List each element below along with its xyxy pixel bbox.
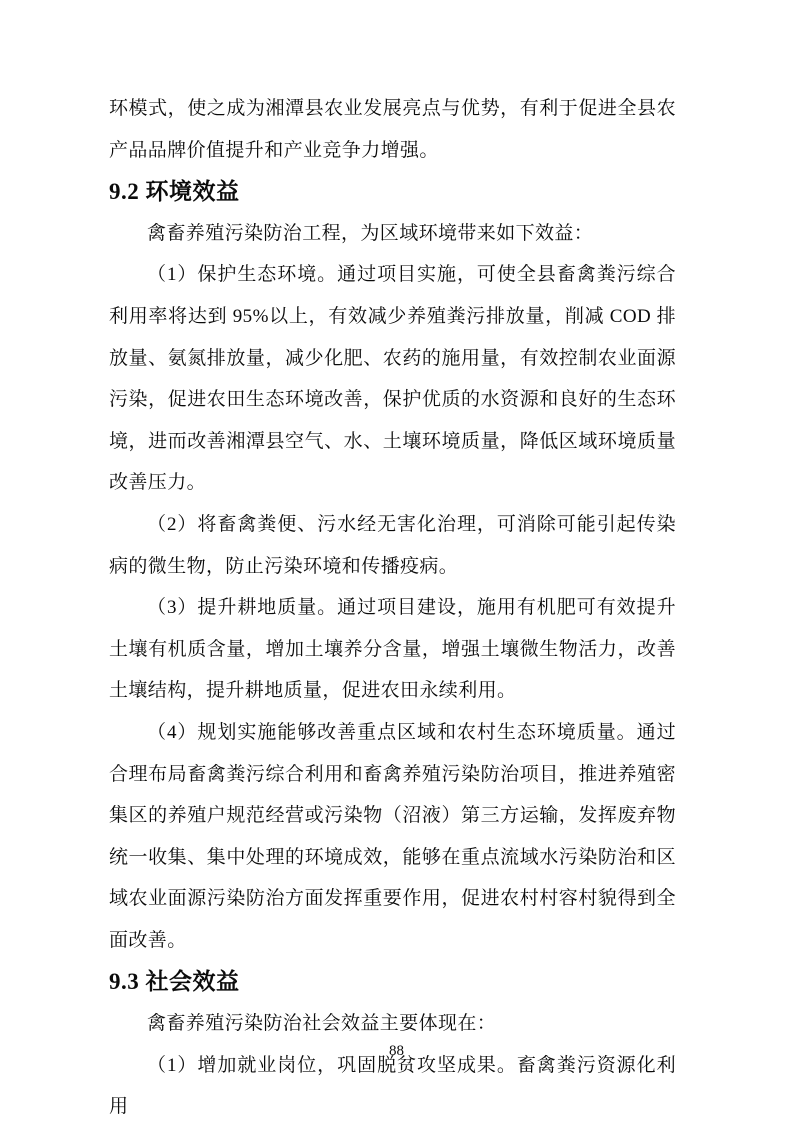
paragraph-environment-point-1: （1）保护生态环境。通过项目实施，可使全县畜禽粪污综合利用率将达到 95%以上，有效减少养殖粪污排放量，削减 COD 排放量、氨氮排放量，减少化肥、农药的施用量，有效控制农业面源污染，促进农田生态环境改善，保护优质的水资源和良好的生态环境，进而改善湘潭县空气、水、土壤环境质量，降低区域环境质量改善压力。	[109, 264, 676, 494]
paragraph-environment-point-3: （3）提升耕地质量。通过项目建设，施用有机肥可有效提升土壤有机质含量，增加土壤养分含量，增强土壤微生物活力，改善土壤结构，提升耕地质量，促进农田永续利用。	[109, 597, 676, 702]
paragraph-social-point-1: （1）增加就业岗位，巩固脱贫攻坚成果。畜禽粪污资源化利用	[109, 1054, 676, 1118]
document-content	[109, 88, 676, 1122]
paragraph-social-intro: 禽畜养殖污染防治社会效益主要体现在：	[147, 1013, 497, 1035]
section-heading-9-3-social: 9.3 社会效益	[109, 969, 240, 995]
paragraph-environment-point-2: （2）将畜禽粪便、污水经无害化治理，可消除可能引起传染病的微生物，防止污染环境和传播疫病。	[109, 513, 676, 577]
paragraph-continuation: 环模式，使之成为湘潭县农业发展亮点与优势，有利于促进全县农产品品牌价值提升和产业竞争力增强。	[109, 98, 676, 161]
page-number: 88	[389, 1043, 404, 1059]
paragraph-environment-point-4: （4）规划实施能够改善重点区域和农村生态环境质量。通过合理布局畜禽粪污综合利用和畜禽养殖污染防治项目，推进养殖密集区的养殖户规范经营或污染物（沼液）第三方运输，发挥废弃物统一收集、集中处理的环境成效，能够在重点流域水污染防治和区域农业面源污染防治方面发挥重要作用，促进农村村容村貌得到全面改善。	[109, 721, 676, 951]
paragraph-environment-intro: 禽畜养殖污染防治工程，为区域环境带来如下效益：	[147, 222, 594, 244]
section-heading-9-2-environment: 9.2 环境效益	[109, 179, 240, 205]
